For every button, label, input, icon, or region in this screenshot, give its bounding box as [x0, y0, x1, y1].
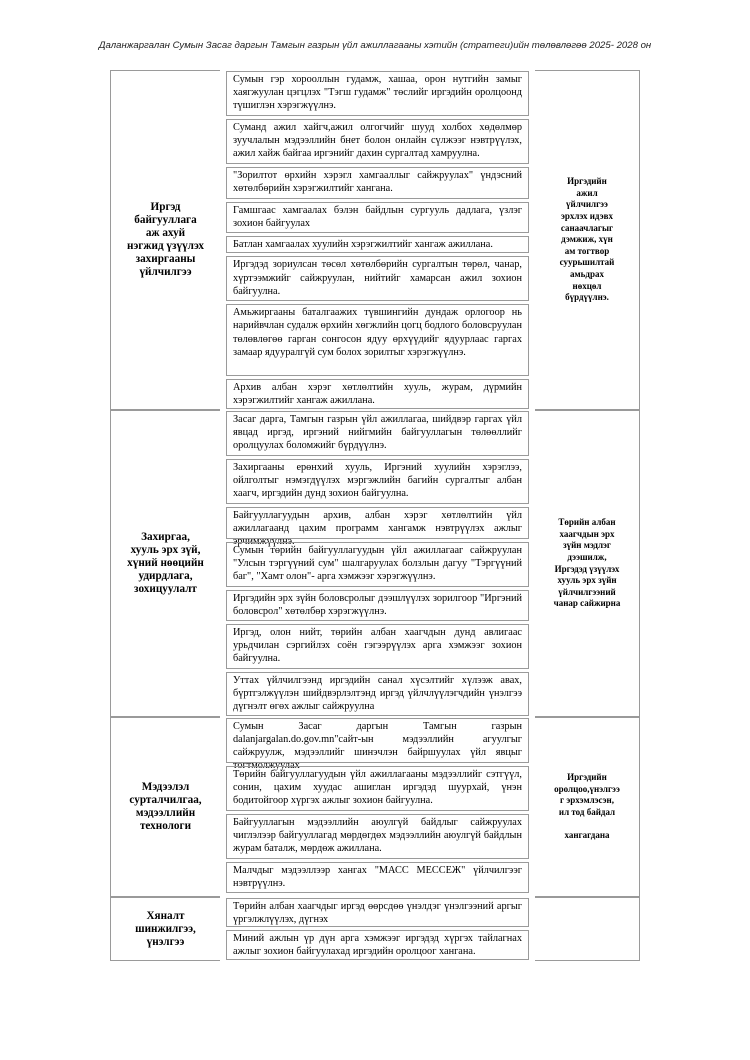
activity-cell: Батлан хамгаалах хуулийн хэрэгжилтийг хангаж ажиллана.: [226, 236, 529, 254]
activity-cell: Сумын төрийн байгууллагуудын үйл ажиллагааг сайжруулан "Улсын тэргүүний сум" шалгаруулах болзлын дагуу "Тэргүүний баг", "Хамт олон"- арга хэмжээг хэрэгжүүлнэ.: [226, 542, 529, 587]
category-cell: Иргэд байгууллага аж ахуй нэгжид үзүүлэх захиргааны үйлчилгээ: [110, 70, 220, 410]
activity-cell: Байгууллагуудын архив, албан хэрэг хөтлөлтийн үйл ажиллагаанд цахим программ хангамж нэвтрүүлэх ажлыг эрчимжүүлнэ.: [226, 507, 529, 539]
activity-cell: Засаг дарга, Тамгын газрын үйл ажиллагаа, шийдвэр гаргах үйл явцад иргэд, иргэний нийгмийн байгууллагын төлөөллийг оролцуулах боломжийг бүрдүүлнэ.: [226, 411, 529, 456]
result-cell: Иргэдийн ажил үйлчилгээ эрхлэх идэвх санаачлагыг дэмжиж, хүн ам тогтвор суурьшилтай амьдрах нөхцөл бүрдүүлнэ.: [535, 70, 640, 410]
activity-cell: Иргэд, олон нийт, төрийн албан хаагчдын дунд авлигаас урьдчилан сэргийлэх соён гэгээрүүлэх арга хэмжээг зохион байгуулна.: [226, 624, 529, 669]
result-cell: [535, 897, 640, 961]
result-cell: Төрийн албан хаагчдын эрх зүйн мэдлэг дээшилж, Иргэдэд үзүүлэх хууль эрх зүйн үйлчилгээний чанар сайжирна: [535, 410, 640, 717]
activity-cell: Архив албан хэрэг хөтлөлтийн хууль, журам, дүрмийн хэрэгжилтийг хангаж ажиллана.: [226, 379, 529, 409]
activities-group: [226, 897, 529, 961]
activity-cell: Иргэдэд зориулсан төсөл хөтөлбөрийн сургалтын төрөл, чанар, хүртээмжийг сайжруулан, нийтийг хамарсан ажил зохион байгуулна.: [226, 256, 529, 301]
strategy-table: [110, 70, 640, 961]
activity-cell: Захиргааны ерөнхий хууль, Иргэний хуулийн хэрэглээ, ойлголтыг нэмэгдүүлэх мэргэжлийн багийн сургалтыг албан хаагч, иргэдийн дунд зохион байгуулна.: [226, 459, 529, 504]
activity-cell: Уттах үйлчилгээнд иргэдийн санал хүсэлтийг хүлээж авах, бүртгэлжүүлэн шийдвэрлэлтэнд иргэд үйлчлүүлэгчдийн үнэлгээ дүгнэлт өгөх ажлыг сайжруулна: [226, 672, 529, 716]
activity-cell: Байгууллагын мэдээллийн аюулгүй байдлыг сайжруулах чиглэлээр байгууллагад мөрдөгдөх мэдээллийн аюулгүй байдлын журам баталж, мөрдөж ажиллана.: [226, 814, 529, 859]
activity-cell: Иргэдийн эрх зүйн боловсролыг дээшлүүлэх зорилгоор "Иргэний боловсрол" хөтөлбөр хэрэгжүүлнэ.: [226, 590, 529, 621]
activity-cell: Суманд ажил хайгч,ажил олгогчийг шууд холбох хөдөлмөр зуучлалын мэдээллийн бнет болон онлайн сүлжээг нэвтрүүлэх, ажил хайж байгаа иргэнийг дахин сургалтад хамруулна.: [226, 119, 529, 164]
activities-group: [226, 410, 529, 717]
activity-cell: Сумын Засаг даргын Тамгын газрын dalanjargalan.do.gov.mn"сайт-ын мэдээллийн агуулгыг сайжруулж, мэдээллийг шинэчлэн байршуулах үйл явцыг тогтмолжуулах: [226, 718, 529, 763]
category-cell: Хяналт шинжилгээ, үнэлгээ: [110, 897, 220, 961]
activity-cell: Малчдыг мэдээллээр хангах "МАСС МЕССЕЖ" үйлчилгээг нэвтрүүлнэ.: [226, 862, 529, 893]
category-cell: Захиргаа, хууль эрх зүй, хүний нөөцийн удирдлага, зохицуулалт: [110, 410, 220, 717]
activities-group: [226, 70, 529, 410]
activity-cell: "Зорилтот өрхийн хэрэгл хамгааллыг сайжруулах" үндэсний хөтөлбөрийн хэрэгжилтийг хангана.: [226, 167, 529, 199]
page-header: Даланжаргалан Сумын Засаг даргын Тамгын газрын үйл ажиллагааны хэтийн (стратеги)ийн төлөвлөгөө 2025- 2028 он: [98, 40, 652, 51]
activity-cell: Амьжиргааны баталгаажих түвшингийн дундаж орлогоор нь нарийвчлан судалж өрхийн хөгжлийн цогц бодлого боловсруулан төлөвлөгөө гарган сонгосон ядуу өрхүүдийг ядуурлаас гаргах замаар ядууралгүй сум болох зорилтыг хэрэгжүүлнэ.: [226, 304, 529, 376]
category-cell: Мэдээлэл сурталчилгаа, мэдээллийн технологи: [110, 717, 220, 897]
activity-cell: Төрийн байгууллагуудын үйл ажиллагааны мэдээллийг сэтгүүл, сонин, цахим хуудас ашиглан иргэдэд шуурхай, үнэн бодитойгоор хүргэх ажлыг зохион байгуулна.: [226, 766, 529, 811]
result-cell: Иргэдийн оролцоо,үнэлгээ г эрхэмлэсэн, ил тод байдал хангагдана: [535, 717, 640, 897]
activity-cell: Гамшгаас хамгаалах бэлэн байдлын сургууль дадлага, үзлэг зохион байгуулах: [226, 202, 529, 233]
activity-cell: Сумын гэр хорооллын гудамж, хашаа, орон нутгийн замыг хаягжуулан цэгцлэх "Тэгш гудамж" төслийг иргэдийн оролцоонд түшиглэн хэрэгжүүлнэ.: [226, 71, 529, 116]
activities-group: [226, 717, 529, 897]
activity-cell: Төрийн албан хаагчдыг иргэд өөрсдөө үнэлдэг үнэлгээний аргыг үргэлжлүүлэх, дүгнэх: [226, 898, 529, 927]
activity-cell: Миний ажлын үр дүн арга хэмжээг иргэдэд хүргэх тайлагнах ажлыг зохион байгуулахад иргэдийн оролцоог хангана.: [226, 930, 529, 960]
